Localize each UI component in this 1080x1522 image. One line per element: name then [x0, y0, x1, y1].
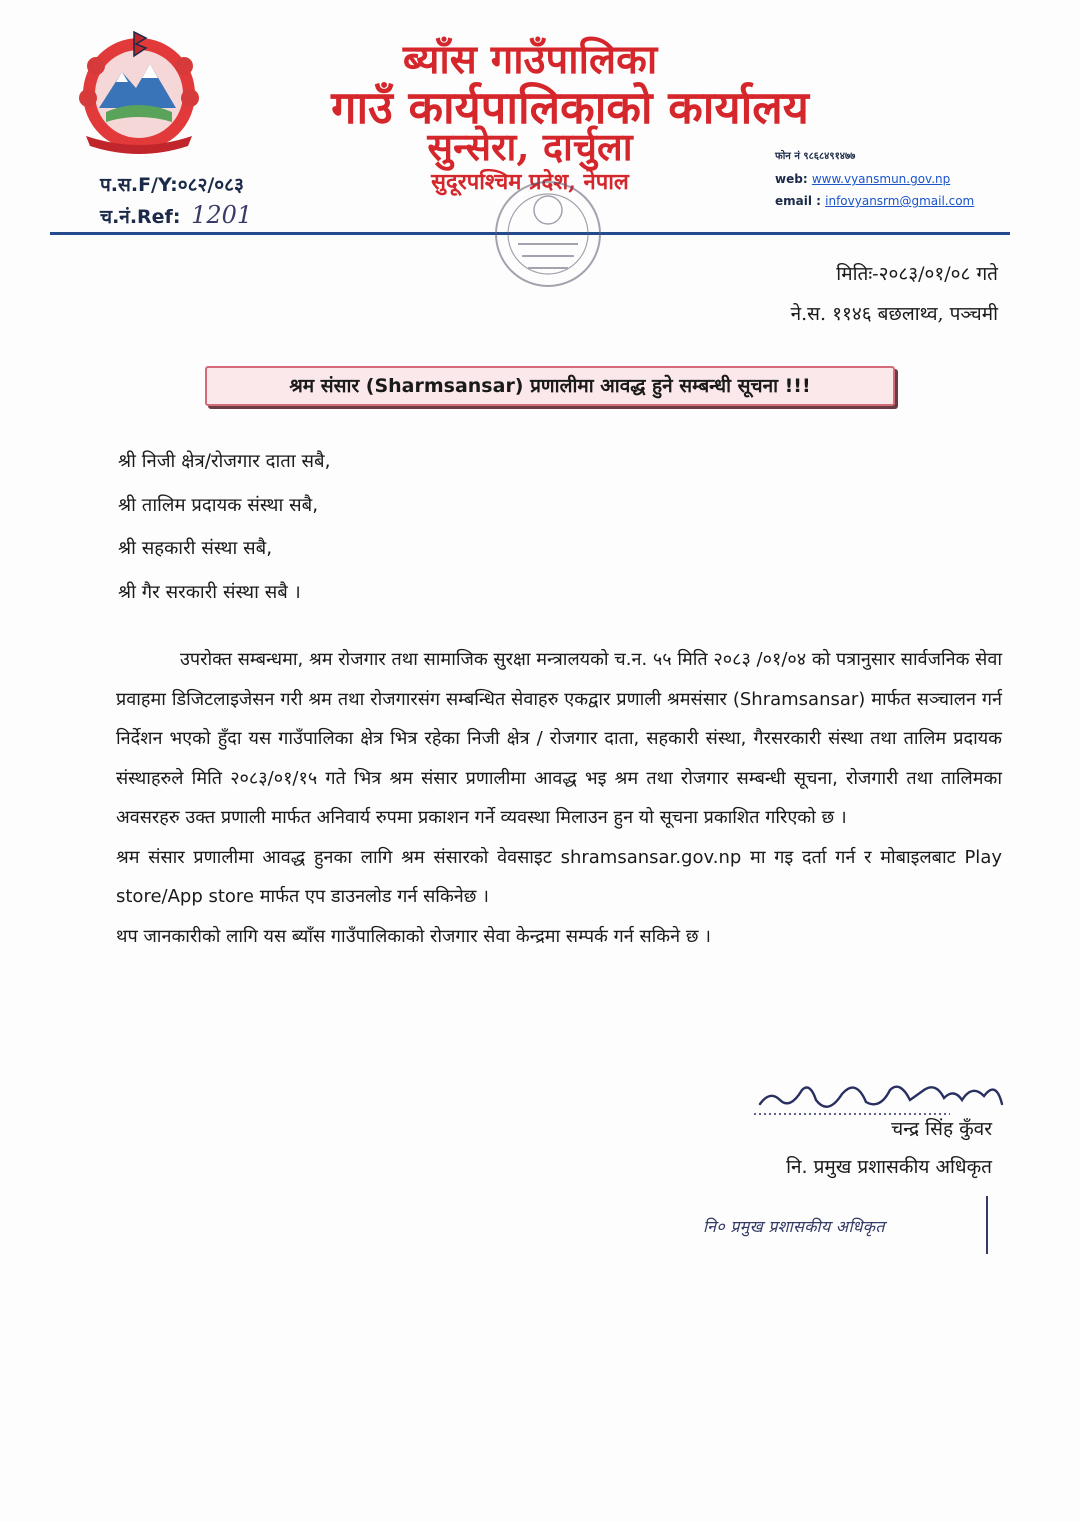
- web-line: [775, 168, 974, 190]
- signer-block: [786, 1110, 992, 1186]
- office-seal-icon: [478, 172, 618, 302]
- body-paragraph-2: श्रम संसार प्रणालीमा आवद्ध हुनका लागि श्रम संसारको वेवसाइट shramsansar.gov.np मा गइ दर्ता गर्न र मोबाइलबाट Play store/App store मार्फत एप डाउनलोड गर्न सकिनेछ ।: [116, 846, 1002, 907]
- ref-line: [100, 200, 252, 232]
- date-nepal-sambat: ने.स. ११४६ बछलाथ्व, पञ्चमी: [790, 303, 998, 325]
- phone-number: फोन नं ९८६८४९१४७७: [775, 151, 856, 162]
- body-paragraph-3: थप जानकारीको लागि यस ब्याँस गाउँपालिकाको रोजगार सेवा केन्द्रमा सम्पर्क गर्न सकिने छ ।: [116, 925, 711, 947]
- addressee-item: श्री तालिम प्रदायक संस्था सबै,: [118, 494, 319, 516]
- org-province-line: सुदूरपश्चिम प्रदेश, नेपाल: [431, 169, 629, 195]
- body-paragraph-1: उपरोक्त सम्बन्धमा, श्रम रोजगार तथा सामाजिक सुरक्षा मन्त्रालयको च.न. ५५ मिति २०८३ /०१/०४ को पत्रानुसार सार्वजनिक सेवा प्रवाहमा डिजिटलाइजेसन गरी श्रम तथा रोजगारसंग सम्बन्धित सेवाहरु एकद्वार प्रणाली श्रमसंसार (Shramsansar) मार्फत सञ्चालन गर्न निर्देशन भएको हुँदा यस गाउँपालिका क्षेत्र भित्र रहेका निजी क्षेत्र / रोजगार दाता, सहकारी संस्था, गैरसरकारी संस्था तथा तालिम प्रदायक संस्थाहरुले मिति २०८३/०१/१५ गते भित्र श्रम संसार प्रणालीमा आवद्ध भइ श्रम तथा रोजगार सम्बन्धी सूचना, रोजगारी तथा तालिमका अवसरहरु उक्त प्रणाली मार्फत अनिवार्य रुपमा प्रकाशन गर्ने व्यवस्था मिलाउन हुन यो सूचना प्रकाशित गरिएको छ ।: [116, 649, 1003, 828]
- signer-name: चन्द्र सिंह कुँवर: [891, 1118, 992, 1140]
- designation-stamp: नि० प्रमुख प्रशासकीय अधिकृत: [703, 1217, 885, 1236]
- reference-block: [100, 170, 252, 232]
- fiscal-year: प.स.F/Y:०८२/०८३: [100, 174, 244, 196]
- ref-label: च.नं.Ref:: [100, 206, 181, 228]
- ref-number: 1201: [191, 201, 253, 229]
- addressee-list: [118, 440, 330, 614]
- addressee-item: श्री गैर सरकारी संस्था सबै ।: [118, 581, 301, 603]
- addressee-item: श्री निजी क्षेत्र/रोजगार दाता सबै,: [118, 451, 331, 472]
- email-link[interactable]: infovyansrm@gmail.com: [825, 194, 975, 208]
- stamp-border: [986, 1196, 988, 1254]
- contact-block: [775, 146, 974, 212]
- notice-body: [116, 640, 1002, 956]
- web-label: web:: [775, 172, 808, 186]
- signer-title: नि. प्रमुख प्रशासकीय अधिकृत: [786, 1156, 992, 1178]
- subject-heading: श्रम संसार (Sharmsansar) प्रणालीमा आवद्ध हुने सम्बन्धी सूचना !!!: [205, 366, 895, 406]
- email-line: [775, 190, 974, 212]
- addressee-item: श्री सहकारी संस्था सबै,: [118, 538, 273, 559]
- org-address-line: सुन्सेरा, दार्चुला: [427, 124, 633, 169]
- website-link[interactable]: www.vyansmun.gov.np: [811, 172, 951, 186]
- date-bs: मितिः-२०८३/०१/०८ गते: [836, 263, 998, 285]
- org-name-line1: ब्याँस गाउँपालिका: [402, 36, 658, 83]
- date-block: [791, 254, 998, 334]
- email-label: email :: [775, 194, 821, 208]
- org-name-line2: गाउँ कार्यपालिकाको कार्यालय: [331, 81, 809, 134]
